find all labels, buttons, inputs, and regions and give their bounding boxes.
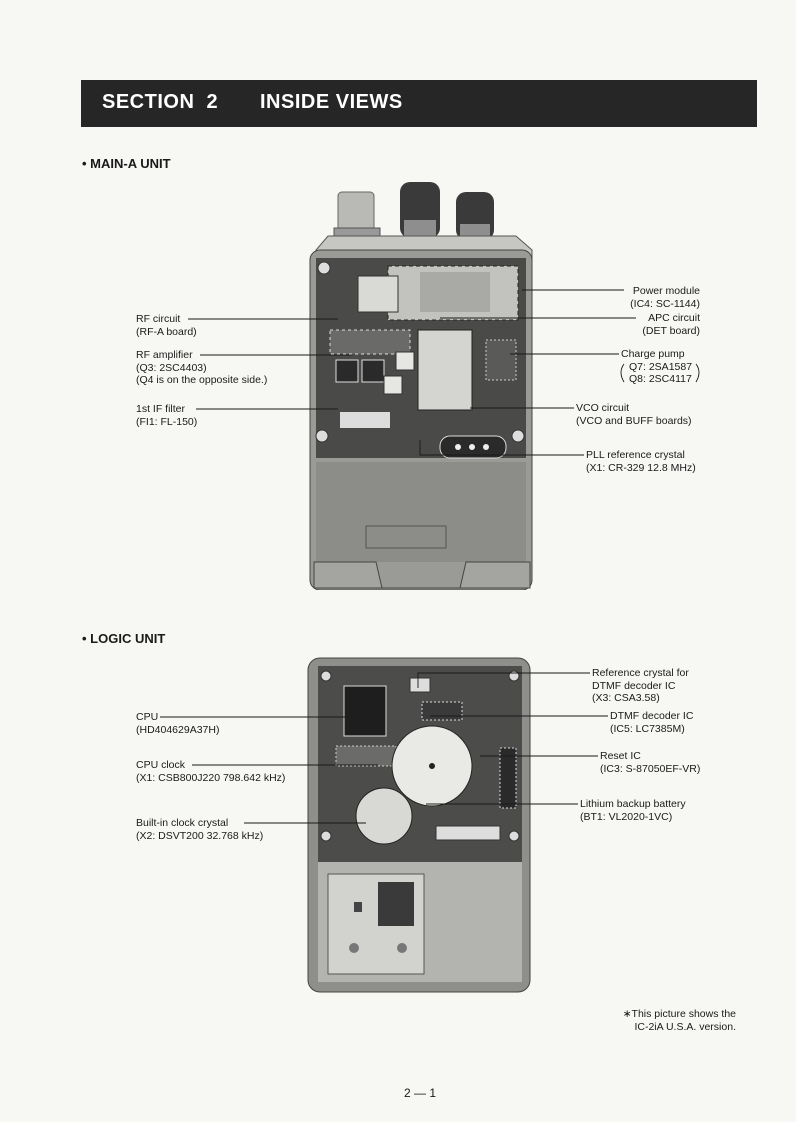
callout-pll-crystal-detail: (X1: CR-329 12.8 MHz) [586, 461, 696, 474]
callout-charge-pump [621, 348, 692, 386]
callout-1st-if-filter [136, 403, 197, 428]
callout-builtin-clock-crystal-detail: (X2: DSVT200 32.768 kHz) [136, 829, 264, 842]
callout-reference-crystal [592, 667, 689, 705]
callout-power-module [626, 285, 700, 310]
callout-charge-pump-q7: Q7: 2SA1587 [629, 360, 693, 373]
logic-heading: • LOGIC UNIT [82, 631, 166, 646]
section-title: INSIDE VIEWS [260, 91, 403, 113]
callout-cpu-detail: (HD404629A37H) [136, 723, 220, 736]
callout-power-module-title: Power module [632, 285, 700, 297]
callout-apc-circuit-detail: (DET board) [642, 324, 700, 337]
callout-rf-amplifier [136, 349, 267, 387]
callout-pll-crystal-title: PLL reference crystal [586, 449, 685, 461]
callout-rf-circuit [136, 313, 197, 338]
callout-rf-amplifier-note: (Q4 is on the opposite side.) [136, 374, 268, 386]
main-a-unit-photo [300, 180, 540, 590]
footnote-line-2: IC-2iA U.S.A. version. [634, 1021, 736, 1033]
callout-dtmf-decoder [610, 710, 693, 735]
callout-reference-crystal-title: Reference crystal for [592, 667, 689, 679]
clock-crystal-area [356, 788, 412, 844]
cpu-chip [344, 686, 386, 736]
page-number: 2 — 1 [404, 1086, 437, 1100]
callout-reset-ic-detail: (IC3: S-87050EF-VR) [600, 762, 701, 775]
callout-lithium-battery-title: Lithium backup battery [580, 798, 686, 810]
callout-reference-crystal-detail: (X3: CSA3.58) [592, 692, 660, 704]
callout-cpu [136, 711, 219, 736]
footnote [560, 1008, 736, 1034]
callout-rf-circuit-title: RF circuit [136, 313, 181, 325]
callout-rf-amplifier-detail: (Q3: 2SC4403) [136, 361, 207, 374]
callout-dtmf-decoder-title: DTMF decoder IC [610, 710, 694, 722]
section-number: SECTION 2 [102, 91, 219, 113]
callout-cpu-title: CPU [136, 711, 159, 723]
callout-rf-amplifier-title: RF amplifier [136, 349, 193, 361]
callout-lithium-battery [580, 798, 686, 823]
callout-cpu-clock [136, 759, 285, 784]
callout-builtin-clock-crystal [136, 817, 263, 842]
footnote-line-1: ∗This picture shows the [622, 1008, 736, 1020]
callout-apc-circuit-title: APC circuit [648, 312, 700, 324]
main-a-heading: • MAIN-A UNIT [82, 156, 171, 171]
callout-rf-circuit-detail: (RF-A board) [136, 325, 197, 338]
callout-builtin-clock-crystal-title: Built-in clock crystal [136, 817, 229, 829]
callout-power-module-detail: (IC4: SC-1144) [630, 297, 700, 310]
callout-cpu-clock-title: CPU clock [136, 759, 186, 771]
callout-vco-circuit-title: VCO circuit [576, 402, 630, 414]
callout-vco-circuit [576, 402, 692, 427]
callout-vco-circuit-detail: (VCO and BUFF boards) [576, 414, 692, 427]
callout-1st-if-filter-title: 1st IF filter [136, 403, 186, 415]
callout-pll-crystal [586, 449, 696, 474]
callout-cpu-clock-detail: (X1: CSB800J220 798.642 kHz) [136, 771, 286, 784]
logic-unit-photo [306, 656, 532, 994]
callout-1st-if-filter-detail: (FI1: FL-150) [136, 415, 198, 428]
callout-dtmf-decoder-detail: (IC5: LC7385M) [610, 722, 685, 735]
callout-reset-ic-title: Reset IC [600, 750, 641, 762]
callout-apc-circuit [626, 312, 700, 337]
callout-lithium-battery-detail: (BT1: VL2020-1VC) [580, 810, 673, 823]
callout-charge-pump-title: Charge pump [621, 348, 685, 360]
vco-shield [418, 330, 472, 410]
callout-reference-crystal-subtitle: DTMF decoder IC [592, 679, 676, 692]
callout-reset-ic [600, 750, 700, 775]
callout-charge-pump-q8: Q8: 2SC4117 [629, 373, 692, 385]
